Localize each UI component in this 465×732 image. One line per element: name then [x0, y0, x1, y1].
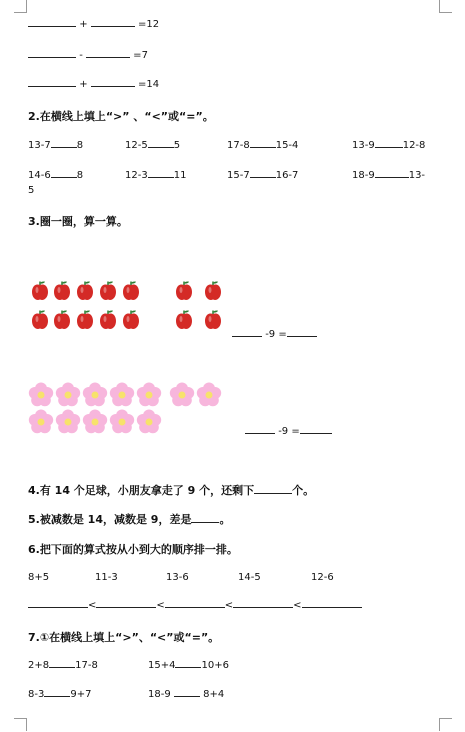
question-7-title: 7.①在横线上填上“>”、“<”或“=”。 [28, 631, 220, 644]
compare-item: 15-7 16-7 [227, 170, 299, 181]
equation-row-2 [28, 50, 148, 61]
result: 7 [141, 50, 148, 61]
answer-blank[interactable] [375, 176, 409, 178]
apple-icon [204, 309, 222, 330]
compare-item: 18-9 13- [352, 170, 426, 181]
flower-icon [82, 382, 108, 408]
equation-row-3 [28, 79, 159, 90]
answer-blank[interactable] [28, 56, 76, 58]
apple-icon [204, 280, 222, 301]
operator: + [79, 79, 88, 90]
apple-icon [122, 309, 140, 330]
answer-blank[interactable] [28, 25, 76, 27]
answer-blank[interactable] [86, 56, 130, 58]
answer-blank[interactable] [44, 695, 70, 697]
flower-icon [136, 409, 162, 435]
answer-blank[interactable] [96, 606, 156, 608]
compare-item: 18-9 8+4 [148, 689, 225, 700]
operator: + [79, 19, 88, 30]
compare-item: 17-8 15-4 [227, 140, 299, 151]
answer-blank[interactable] [233, 606, 293, 608]
apple-icon [99, 309, 117, 330]
apple-icon [31, 280, 49, 301]
compare-item: 8-3 9+7 [28, 689, 92, 700]
crop-mark-bottom-right [439, 718, 452, 731]
answer-blank[interactable] [191, 521, 219, 523]
flower-icon [169, 382, 195, 408]
compare-item: 12-3 11 [125, 170, 187, 181]
flower-icon [28, 409, 54, 435]
answer-blank[interactable] [174, 695, 200, 697]
question-6-title: 6.把下面的算式按从小到大的顺序排一排。 [28, 543, 238, 556]
crop-mark-top-left [14, 0, 27, 13]
compare-item: 15+4 10+6 [148, 660, 229, 671]
crop-mark-top-right [439, 0, 452, 13]
compare-item: 14-6 8 [28, 170, 84, 181]
answer-blank[interactable] [165, 606, 225, 608]
answer-blank[interactable] [28, 606, 88, 608]
answer-blank[interactable] [300, 432, 332, 434]
answer-blank[interactable] [287, 335, 317, 337]
equation-row-1 [28, 19, 159, 30]
flower-icon [196, 382, 222, 408]
apple-icon [99, 280, 117, 301]
equals-sign: = [137, 19, 147, 30]
answer-blank[interactable] [250, 176, 276, 178]
answer-blank[interactable] [51, 176, 77, 178]
flower-icon [55, 382, 81, 408]
answer-blank[interactable] [49, 666, 75, 668]
answer-blank[interactable] [245, 432, 275, 434]
crop-mark-bottom-left [14, 718, 27, 731]
answer-blank[interactable] [250, 146, 276, 148]
expression-item: 11-3 [95, 572, 118, 583]
flower-icon [109, 382, 135, 408]
expression-item: 14-5 [238, 572, 261, 583]
expression-item: 13-6 [166, 572, 189, 583]
apple-icon [175, 280, 193, 301]
apple-icon [76, 280, 94, 301]
flower-icon [55, 409, 81, 435]
flower-icon [28, 382, 54, 408]
expression-item: 12-6 [311, 572, 334, 583]
apple-expression: -9 = [232, 329, 317, 340]
apple-icon [175, 309, 193, 330]
question-5: 5.被减数是 14，减数是 9，差是 。 [28, 513, 231, 526]
question-3-title: 3.圈一圈，算一算。 [28, 215, 128, 228]
result: 12 [146, 19, 160, 30]
apple-icon [31, 309, 49, 330]
compare-item: 2+8 17-8 [28, 660, 98, 671]
answer-blank[interactable] [148, 176, 174, 178]
answer-blank[interactable] [28, 85, 76, 87]
answer-blank[interactable] [51, 146, 77, 148]
compare-item: 12-5 5 [125, 140, 181, 151]
answer-blank[interactable] [175, 666, 201, 668]
answer-blank[interactable] [91, 25, 135, 27]
compare-item: 13-9 12-8 [352, 140, 426, 151]
flower-icon [82, 409, 108, 435]
answer-blank[interactable] [375, 146, 403, 148]
answer-blank[interactable] [232, 335, 262, 337]
compare-item: 13-7 8 [28, 140, 84, 151]
flower-expression: -9 = [245, 426, 332, 437]
answer-blank[interactable] [91, 85, 135, 87]
operator: - [79, 50, 83, 61]
expression-item: 8+5 [28, 572, 50, 583]
apple-icon [53, 309, 71, 330]
question-2-title: 2.在横线上填上“>” 、“<”或“=”。 [28, 110, 214, 123]
answer-blank[interactable] [148, 146, 174, 148]
answer-blank[interactable] [302, 606, 362, 608]
result: 14 [146, 79, 160, 90]
apple-icon [122, 280, 140, 301]
flower-icon [109, 409, 135, 435]
apple-icon [53, 280, 71, 301]
order-line: < < < < [28, 600, 362, 611]
flower-icon [136, 382, 162, 408]
equals-sign: = [137, 79, 147, 90]
question-4: 4.有 14 个足球，小朋友拿走了 9 个，还剩下 个。 [28, 484, 315, 497]
equals-sign: = [133, 50, 142, 61]
answer-blank[interactable] [254, 492, 292, 494]
apple-icon [76, 309, 94, 330]
wrapped-text: 5 [28, 185, 35, 196]
